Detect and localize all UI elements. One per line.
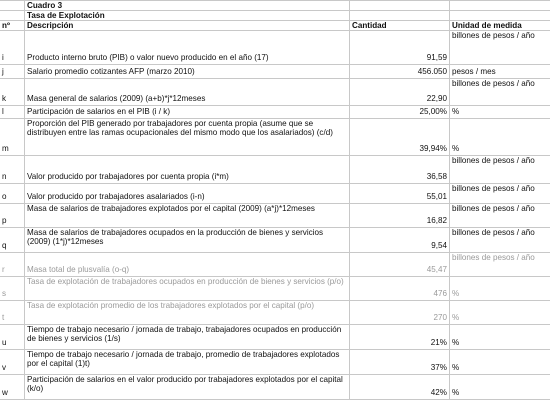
row-code: t <box>0 301 25 324</box>
row-code: n <box>0 156 25 183</box>
caption-qty-cell <box>350 1 450 10</box>
row-code: i <box>0 31 25 64</box>
row-quantity: 25,00% <box>350 106 450 118</box>
table-title: Tasa de Explotación <box>25 11 350 20</box>
title-unit-cell <box>450 11 550 20</box>
table-row <box>0 79 550 106</box>
row-unit: billones de pesos / año <box>452 228 535 237</box>
table-caption: Cuadro 3 <box>25 1 350 10</box>
row-unit: billones de pesos / año <box>452 156 535 165</box>
row-unit: % <box>452 313 460 323</box>
header-unit: Unidad de medida <box>452 21 522 30</box>
row-code: p <box>0 204 25 227</box>
caption-code-cell <box>0 1 25 10</box>
table-row <box>0 204 550 228</box>
row-quantity: 37% <box>350 350 450 374</box>
row-quantity: 45,47 <box>350 253 450 276</box>
table-row <box>0 277 550 301</box>
row-quantity: 456.050 <box>350 65 450 78</box>
row-code: k <box>0 79 25 105</box>
row-quantity: 22,90 <box>350 79 450 105</box>
row-unit: % <box>452 289 460 299</box>
row-description: Tiempo de trabajo necesario / jornada de trabajo, promedio de trabajadores explotados por el capital (1)t) <box>25 350 350 374</box>
row-quantity: 91,59 <box>350 31 450 64</box>
table-row <box>0 375 550 400</box>
header-row <box>0 21 550 31</box>
row-code: m <box>0 119 25 155</box>
row-unit: billones de pesos / año <box>452 79 535 88</box>
header-code: nº <box>0 21 25 30</box>
row-description: Valor producido por trabajadores asalariados (i-n) <box>25 184 350 203</box>
row-quantity: 36,58 <box>350 156 450 183</box>
row-description: Tiempo de trabajo necesario / jornada de trabajo, trabajadores ocupados en producción de bienes y servicios (1/s) <box>25 325 350 349</box>
title-code-cell <box>0 11 25 20</box>
table-row <box>0 325 550 350</box>
row-quantity: 16,82 <box>350 204 450 227</box>
row-description: Producto interno bruto (PIB) o valor nuevo producido en el año (17) <box>25 31 350 64</box>
caption-row <box>0 0 550 11</box>
row-description: Participación de salarios en el PIB (i / k) <box>25 106 350 118</box>
table-row <box>0 301 550 325</box>
row-code: s <box>0 277 25 300</box>
row-unit: % <box>452 363 460 373</box>
title-row <box>0 11 550 21</box>
row-code: l <box>0 106 25 118</box>
row-quantity: 476 <box>350 277 450 300</box>
table-row <box>0 119 550 156</box>
title-qty-cell <box>350 11 450 20</box>
header-quantity: Cantidad <box>350 21 450 30</box>
caption-unit-cell <box>450 1 550 10</box>
row-description: Masa de salarios de trabajadores ocupados en la producción de bienes y servicios (2009) (1*j)*12meses <box>25 228 350 252</box>
row-code: u <box>0 325 25 349</box>
row-quantity: 9,54 <box>350 228 450 252</box>
row-code: o <box>0 184 25 203</box>
row-code: w <box>0 375 25 399</box>
row-unit: % <box>452 107 460 117</box>
table-row <box>0 106 550 119</box>
row-unit: billones de pesos / año <box>452 253 535 262</box>
table-row <box>0 31 550 65</box>
table-row <box>0 156 550 184</box>
row-unit: billones de pesos / año <box>452 204 535 213</box>
row-quantity: 42% <box>350 375 450 399</box>
row-description: Tasa de explotación promedio de los trabajadores explotados por el capital (p/o) <box>25 301 350 324</box>
row-unit: % <box>452 144 460 154</box>
row-unit: pesos / mes <box>452 67 496 77</box>
row-code: q <box>0 228 25 252</box>
row-unit: billones de pesos / año <box>452 31 535 40</box>
row-quantity: 270 <box>350 301 450 324</box>
row-description: Valor producido por trabajadores por cuenta propia (i*m) <box>25 156 350 183</box>
row-code: v <box>0 350 25 374</box>
row-unit: billones de pesos / año <box>452 184 535 193</box>
row-description: Salario promedio cotizantes AFP (marzo 2010) <box>25 65 350 78</box>
row-quantity: 39,94% <box>350 119 450 155</box>
table-row <box>0 350 550 375</box>
table-row <box>0 253 550 277</box>
header-description: Descripción <box>25 21 350 30</box>
table-row <box>0 184 550 204</box>
row-unit: % <box>452 338 460 348</box>
row-description: Masa total de plusvalía (o-q) <box>25 253 350 276</box>
row-description: Masa general de salarios (2009) (a+b)*j*12meses <box>25 79 350 105</box>
row-description: Proporción del PIB generado por trabajadores por cuenta propia (asume que se distribuyen entre las ramas ocupacionales del mismo modo que los asalariados) (c/d) <box>25 119 350 155</box>
row-quantity: 55,01 <box>350 184 450 203</box>
row-unit: % <box>452 388 460 398</box>
table-row <box>0 228 550 253</box>
row-quantity: 21% <box>350 325 450 349</box>
row-code: r <box>0 253 25 276</box>
row-description: Participación de salarios en el valor producido por trabajadores explotados por el capital (k/o) <box>25 375 350 399</box>
row-description: Masa de salarios de trabajadores explotados por el capital (2009) (a*j)*12meses <box>25 204 350 227</box>
row-code: j <box>0 65 25 78</box>
row-description: Tasa de explotación de trabajadores ocupados en producción de bienes y servicios (p/o) <box>25 277 350 300</box>
table-row <box>0 65 550 79</box>
